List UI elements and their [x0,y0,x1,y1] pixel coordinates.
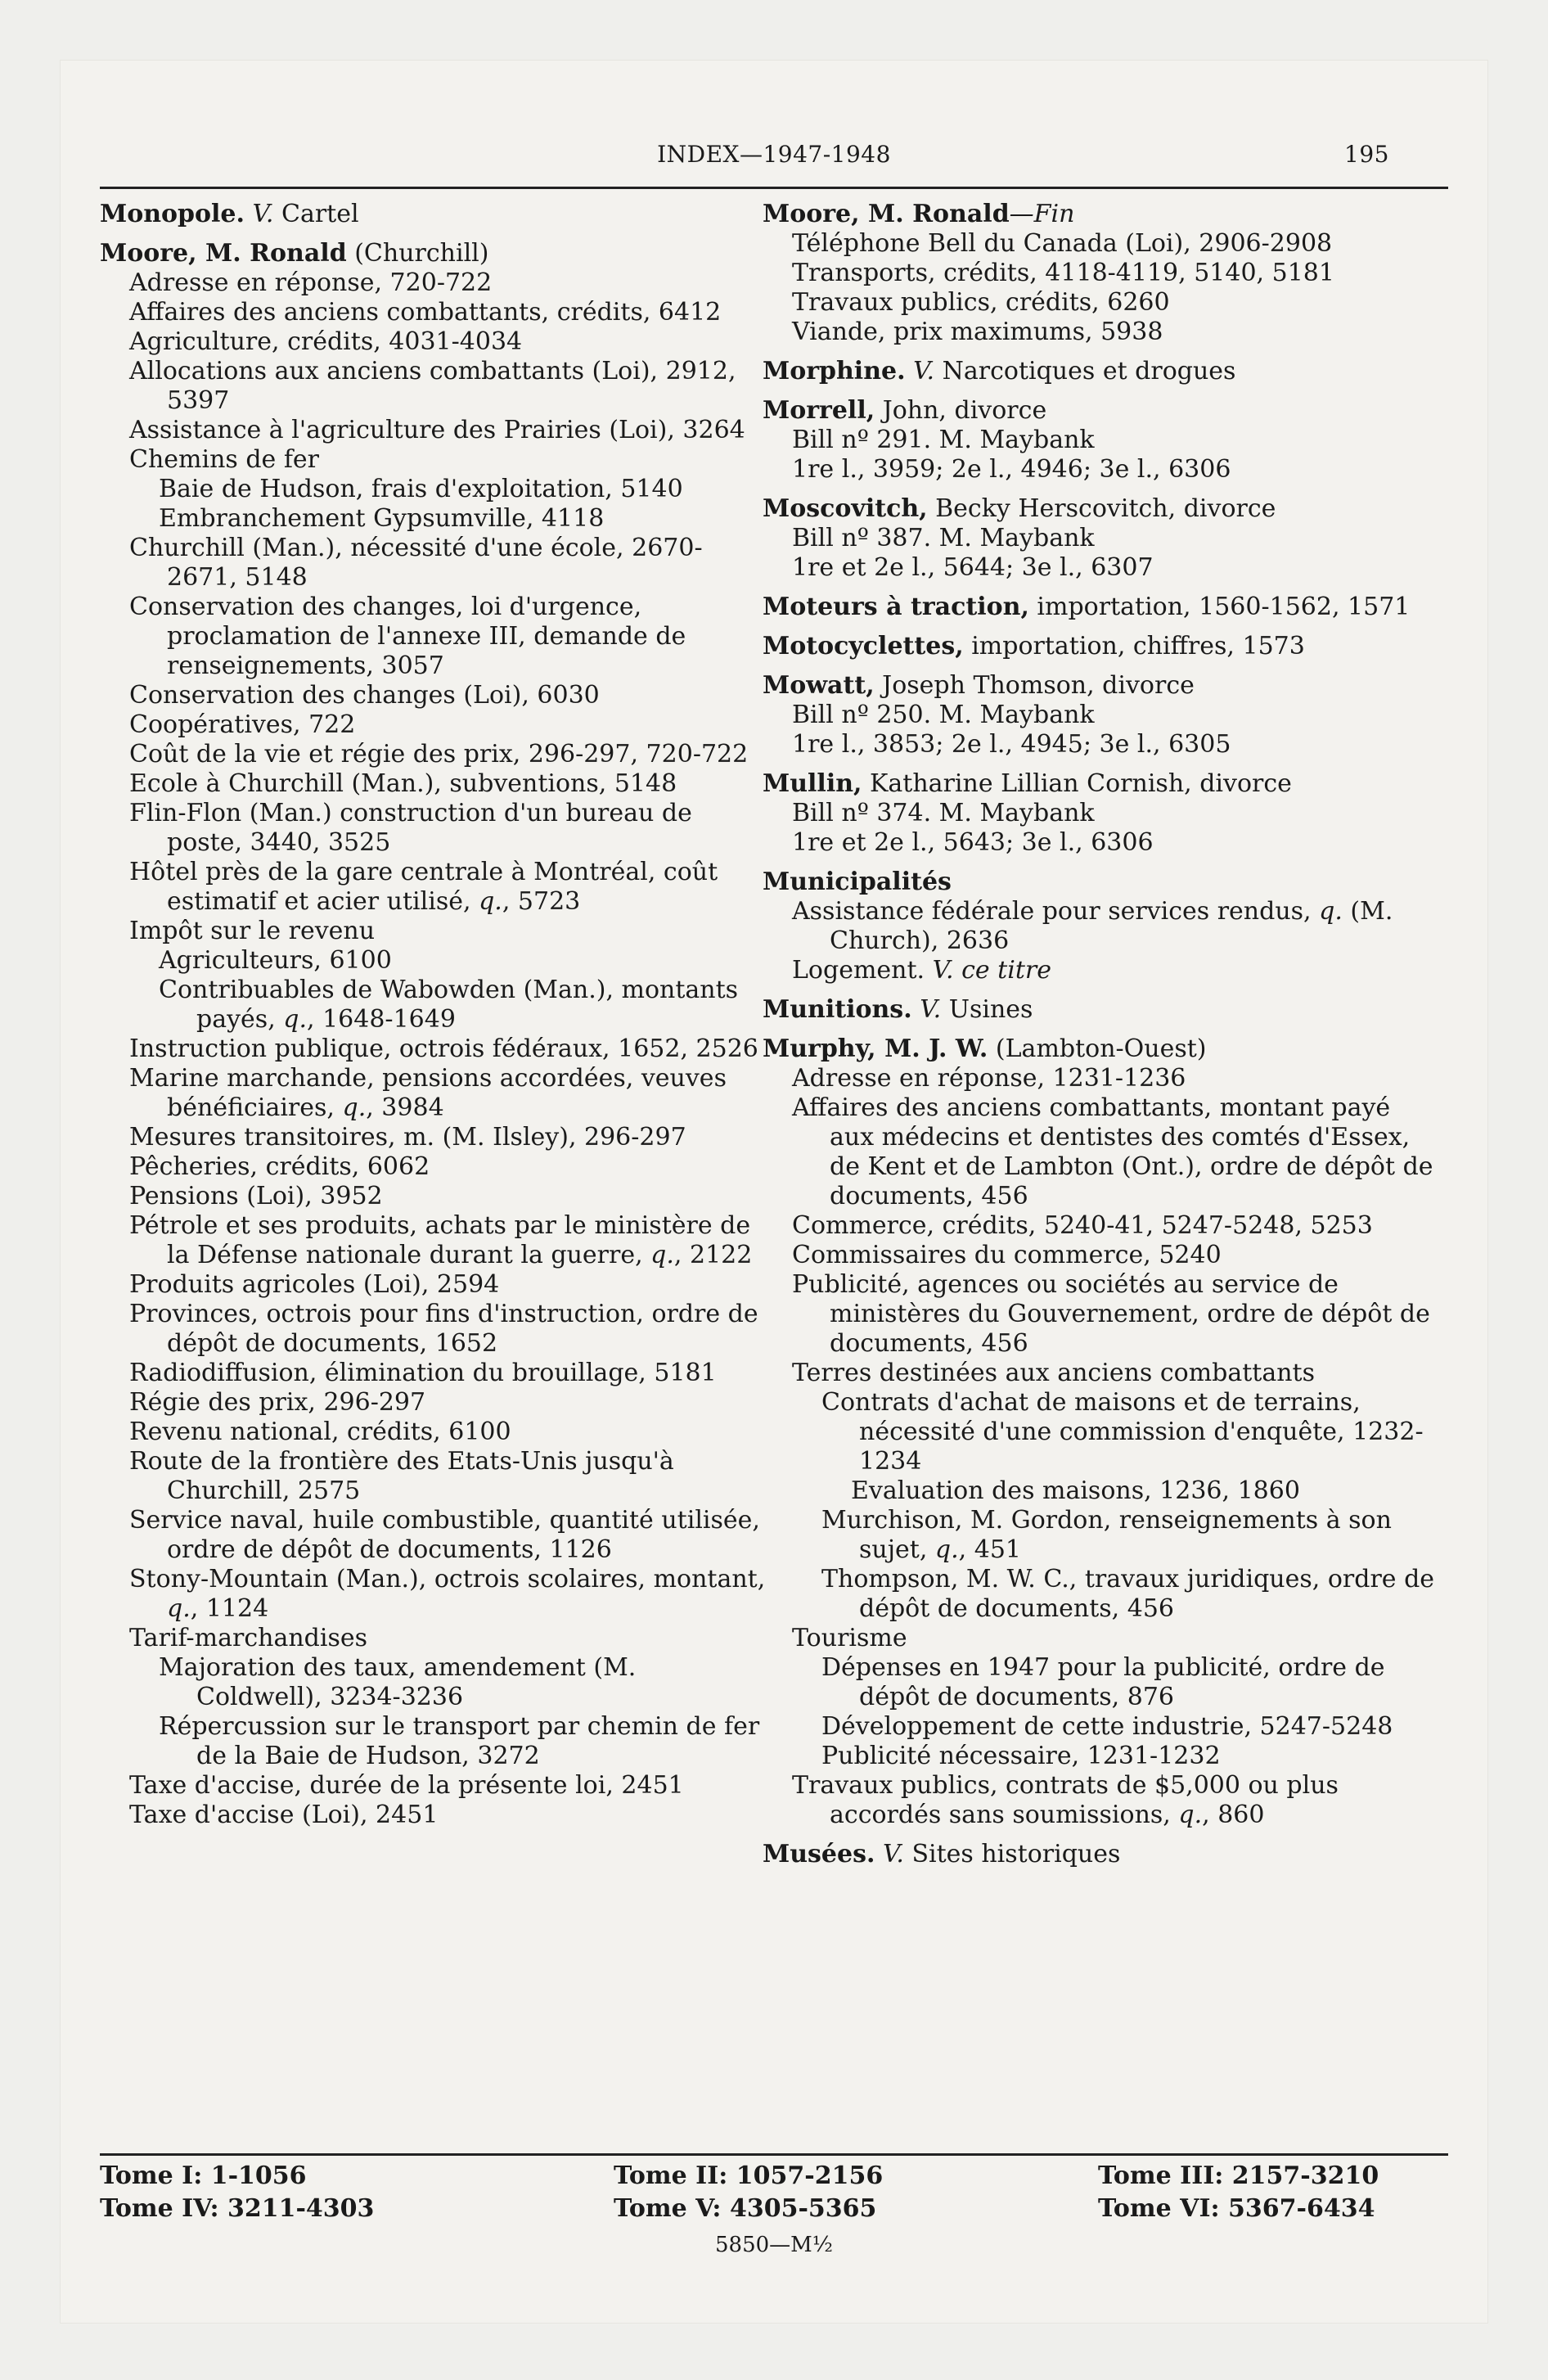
index-entry [763,701,1442,730]
entry-text: Agriculture, crédits, 4031-4034 [129,327,523,356]
index-entry [763,799,1442,828]
heading-term: Monopole. [100,200,245,228]
index-heading [763,593,1442,622]
entry-text: Agriculteurs, 6100 [159,946,392,975]
index-heading [763,396,1442,426]
index-entry [100,593,766,681]
entry-marker: q. [283,1005,308,1034]
entry-text: Embranchement Gypsumville, 4118 [159,504,605,533]
entry-text: Route de la frontière des Etats-Unis jusqu'à Churchill, 2575 [129,1447,674,1505]
index-subentry [100,1653,766,1712]
entry-text: Bill nº 374. M. Maybank [792,799,1095,827]
entry-text: 1re et 2e l., 5643; 3e l., 6306 [792,828,1154,857]
index-entry [100,1506,766,1565]
entry-text: Bill nº 387. M. Maybank [792,524,1095,552]
index-entry [100,1152,766,1182]
entry-text: Stony-Mountain (Man.), octrois scolaires, montant, [129,1565,766,1593]
entry-marker: q. [479,887,502,916]
heading-detail: John, divorce [875,396,1047,425]
index-entry [763,1211,1442,1241]
entry-text: Adresse en réponse, 1231-1236 [792,1064,1186,1093]
index-entry [763,553,1442,583]
entry-reference: , 1648-1649 [307,1005,456,1034]
index-subentry [763,1712,1442,1742]
index-heading [763,632,1442,661]
entry-text: Provinces, octrois pour fins d'instruction, ordre de dépôt de documents, 1652 [129,1300,758,1358]
index-entry [763,1359,1442,1388]
entry-text: Pétrole et ses produits, achats par le ministère de la Défense nationale durant la guerre, [129,1211,751,1269]
continued-marker: —Fin [1009,200,1075,228]
entry-text: Publicité nécessaire, 1231-1232 [821,1742,1221,1770]
entry-reference: , 451 [958,1535,1021,1564]
heading-term: Munitions. [763,995,912,1024]
entry-text: Travaux publics, contrats de $5,000 ou plus accordés sans soumissions, [792,1771,1339,1829]
index-subentry [763,1653,1442,1712]
left-column [100,200,766,1830]
heading-detail: Becky Herscovitch, divorce [927,494,1276,523]
index-subentry [763,1388,1442,1476]
entry-text: Développement de cette industrie, 5247-5248 [821,1712,1393,1741]
entry-marker: q. [1178,1801,1203,1829]
index-subentry [100,976,766,1034]
index-entry [100,1418,766,1447]
entry-text: Publicité, agences ou sociétés au service de ministères du Gouvernement, ordre de dépôt de documents, 456 [792,1270,1430,1358]
tome-range: Tome VI: 5367-6434 [1098,2194,1375,2223]
index-heading [763,1034,1442,1064]
index-subentry [100,946,766,976]
entry-text: Allocations aux anciens combattants (Loi), 2912, 5397 [129,357,736,415]
index-entry [100,327,766,357]
heading-detail: Cartel [273,200,359,228]
cross-reference [763,357,1442,386]
entry-text: Produits agricoles (Loi), 2594 [129,1270,500,1299]
heading-term: Municipalités [763,868,952,896]
page-number: 195 [1344,141,1389,168]
index-entry [100,416,766,445]
index-entry [100,298,766,327]
index-entry [100,445,766,475]
entry-text: Répercussion sur le transport par chemin de fer de la Baie de Hudson, 3272 [159,1712,760,1770]
see-reference: V. [252,200,274,228]
page-title: INDEX—1947-1948 [657,141,891,168]
index-entry [100,1123,766,1152]
heading-detail: Narcotiques et drogues [934,357,1236,385]
entry-text: Churchill (Man.), nécessité d'une école, 2670-2671, 5148 [129,534,703,592]
tome-row [100,2193,1448,2226]
heading-term: Murphy, M. J. W. [763,1034,988,1063]
tome-ranges [100,2161,1448,2226]
entry-text: Affaires des anciens combattants, montant payé aux médecins et dentistes des comtés d'Essex, de Kent et de Lambton (Ont.), ordre de dépôt de documents, 456 [792,1093,1433,1210]
index-entry [763,259,1442,288]
index-entry [763,1270,1442,1359]
running-head [61,141,1487,183]
see-reference: V. [920,995,942,1024]
index-entry [100,1182,766,1211]
entry-text: Bill nº 291. M. Maybank [792,426,1095,454]
entry-text: 1re et 2e l., 5644; 3e l., 6307 [792,553,1154,582]
index-subentry [763,1565,1442,1624]
entry-text: Conservation des changes, loi d'urgence, proclamation de l'annexe III, demande de renseignements, 3057 [129,593,686,680]
index-heading [100,239,766,268]
cross-reference [763,995,1442,1025]
entry-text: Ecole à Churchill (Man.), subventions, 5148 [129,769,677,798]
cross-reference [100,200,766,229]
entry-reference: , 860 [1202,1801,1265,1829]
entry-text: Viande, prix maximums, 5938 [792,318,1163,346]
index-entry [763,229,1442,259]
entry-text: Contrats d'achat de maisons et de terrains, nécessité d'une commission d'enquête, 1232-1234 [821,1388,1424,1476]
index-entry [763,455,1442,485]
entry-text: Affaires des anciens combattants, crédits, 6412 [129,298,722,327]
index-entry [100,769,766,799]
entry-text: Taxe d'accise (Loi), 2451 [129,1801,439,1829]
entry-text: Pensions (Loi), 3952 [129,1182,383,1210]
index-entry [763,524,1442,553]
index-heading [763,494,1442,524]
entry-text: Thompson, M. W. C., travaux juridiques, ordre de dépôt de documents, 456 [821,1565,1435,1623]
index-entry [100,681,766,710]
index-entry [763,828,1442,858]
entry-text: Assistance à l'agriculture des Prairies (Loi), 3264 [129,416,745,444]
heading-term: Mullin, [763,769,862,798]
entry-text: Baie de Hudson, frais d'exploitation, 5140 [159,475,683,503]
index-entry [763,956,1442,985]
heading-detail: (Churchill) [346,239,489,268]
heading-detail: Katharine Lillian Cornish, divorce [862,769,1292,798]
index-entry [100,740,766,769]
entry-reference: , 1124 [190,1594,269,1623]
entry-text: Mesures transitoires, m. (M. Ilsley), 296-297 [129,1123,686,1152]
entry-text: Téléphone Bell du Canada (Loi), 2906-2908 [792,229,1333,258]
entry-text: Radiodiffusion, élimination du brouillage, 5181 [129,1359,717,1387]
heading-detail: Usines [941,995,1033,1024]
index-entry [100,268,766,298]
index-entry [100,1359,766,1388]
index-entry [100,1565,766,1624]
heading-detail: importation, chiffres, 1573 [963,632,1305,660]
entry-text: Tourisme [792,1624,907,1652]
index-entry [100,1771,766,1801]
entry-marker: q. [934,1535,959,1564]
heading-detail: Joseph Thomson, divorce [874,671,1195,700]
heading-term: Motocyclettes, [763,632,964,660]
see-reference: V. [913,357,935,385]
entry-reference: , 3984 [366,1093,444,1122]
footer-rule [100,2153,1448,2156]
index-entry [763,730,1442,760]
index-entry [763,1771,1442,1830]
tome-row [100,2161,1448,2193]
heading-term: Moore, M. Ronald [100,239,347,268]
entry-reference: , 2122 [673,1241,753,1269]
entry-text: Service naval, huile combustible, quantité utilisée, ordre de dépôt de documents, 1126 [129,1506,760,1564]
tome-range: Tome I: 1-1056 [100,2161,307,2190]
index-entry [763,426,1442,455]
index-subentry [763,1742,1442,1771]
entry-text: Commerce, crédits, 5240-41, 5247-5248, 5253 [792,1211,1373,1240]
entry-text: Coût de la vie et régie des prix, 296-297, 720-722 [129,740,749,769]
entry-text: Pêcheries, crédits, 6062 [129,1152,430,1181]
index-entry [100,1270,766,1300]
heading-term: Musées. [763,1840,875,1868]
entry-marker: q. [650,1241,674,1269]
index-entry [100,1388,766,1418]
index-entry [100,1447,766,1506]
entry-marker: q. [342,1093,367,1122]
index-entry [763,1064,1442,1093]
entry-text: Terres destinées aux anciens combattants [792,1359,1316,1387]
index-entry [100,1801,766,1830]
index-entry [100,917,766,946]
cross-reference [763,1840,1442,1869]
entry-text: Murchison, M. Gordon, renseignements à son sujet, [821,1506,1392,1564]
index-subentry [763,1476,1442,1506]
entry-text: Taxe d'accise, durée de la présente loi, 2451 [129,1771,684,1800]
heading-term: Moore, M. Ronald [763,200,1010,228]
entry-text: Logement. [792,956,933,985]
index-heading [763,769,1442,799]
heading-detail: importation, 1560-1562, 1571 [1028,593,1411,621]
header-rule [100,187,1448,189]
index-entry [100,357,766,416]
index-entry [100,1624,766,1653]
index-subentry [763,1506,1442,1565]
heading-term: Moteurs à traction, [763,593,1029,621]
entry-text: Flin-Flon (Man.) construction d'un bureau de poste, 3440, 3525 [129,799,692,857]
entry-text: Transports, crédits, 4118-4119, 5140, 5181 [792,259,1334,287]
entry-text: Evaluation des maisons, 1236, 1860 [851,1476,1300,1505]
heading-detail: Sites historiques [903,1840,1121,1868]
entry-text: Assistance fédérale pour services rendus, [792,897,1320,926]
index-entry [100,858,766,917]
index-entry [763,288,1442,318]
index-entry [100,1211,766,1270]
entry-text: Adresse en réponse, 720-722 [129,268,493,297]
entry-text: Conservation des changes (Loi), 6030 [129,681,600,710]
index-entry [100,534,766,593]
index-subentry [100,1712,766,1771]
entry-reference: (M. Church), 2636 [830,897,1393,955]
tome-range: Tome III: 2157-3210 [1098,2161,1379,2190]
entry-marker: q. [167,1594,191,1623]
see-reference: V. [882,1840,904,1868]
index-entry [100,710,766,740]
index-entry [100,1064,766,1123]
entry-reference: , 5723 [502,887,581,916]
entry-text: Marine marchande, pensions accordées, veuves bénéficiaires, [129,1064,727,1122]
index-subentry [100,475,766,504]
entry-text: Bill nº 250. M. Maybank [792,701,1095,729]
entry-text: Hôtel près de la gare centrale à Montréal, coût estimatif et acier utilisé, [129,858,718,916]
entry-text: Travaux publics, crédits, 6260 [792,288,1170,317]
index-page [61,61,1487,2323]
entry-text: Coopératives, 722 [129,710,356,739]
heading-term: Mowatt, [763,671,875,700]
index-entry [763,318,1442,347]
index-entry [100,1300,766,1359]
print-code: 5850—M½ [715,2233,833,2257]
entry-text: Chemins de fer [129,445,320,474]
index-entry [763,1624,1442,1653]
tome-range: Tome II: 1057-2156 [614,2161,884,2190]
entry-text: Tarif-marchandises [129,1624,368,1652]
index-entry [100,799,766,858]
index-entry [763,1093,1442,1211]
index-entry [100,1034,766,1064]
heading-term: Morrell, [763,396,875,425]
tome-range: Tome V: 4305-5365 [614,2194,877,2223]
index-entry [763,897,1442,956]
entry-text: Commissaires du commerce, 5240 [792,1241,1222,1269]
heading-detail: (Lambton-Ouest) [988,1034,1207,1063]
tome-range: Tome IV: 3211-4303 [100,2194,375,2223]
index-heading [763,200,1442,229]
index-heading [763,671,1442,701]
entry-marker: V. ce titre [932,956,1051,985]
index-entry [763,1241,1442,1270]
entry-text: Instruction publique, octrois fédéraux, 1652, 2526 [129,1034,758,1063]
entry-text: 1re l., 3959; 2e l., 4946; 3e l., 6306 [792,455,1231,484]
right-column [763,200,1442,1869]
heading-term: Moscovitch, [763,494,928,523]
entry-text: Impôt sur le revenu [129,917,376,945]
entry-text: Régie des prix, 296-297 [129,1388,426,1417]
entry-text: 1re l., 3853; 2e l., 4945; 3e l., 6305 [792,730,1231,759]
entry-text: Contribuables de Wabowden (Man.), montants payés, [159,976,739,1034]
entry-text: Dépenses en 1947 pour la publicité, ordre de dépôt de documents, 876 [821,1653,1385,1711]
entry-text: Revenu national, crédits, 6100 [129,1418,511,1446]
entry-text: Majoration des taux, amendement (M. Coldwell), 3234-3236 [159,1653,637,1711]
index-heading [763,868,1442,897]
heading-term: Morphine. [763,357,906,385]
index-subentry [100,504,766,534]
entry-marker: q. [1319,897,1343,926]
